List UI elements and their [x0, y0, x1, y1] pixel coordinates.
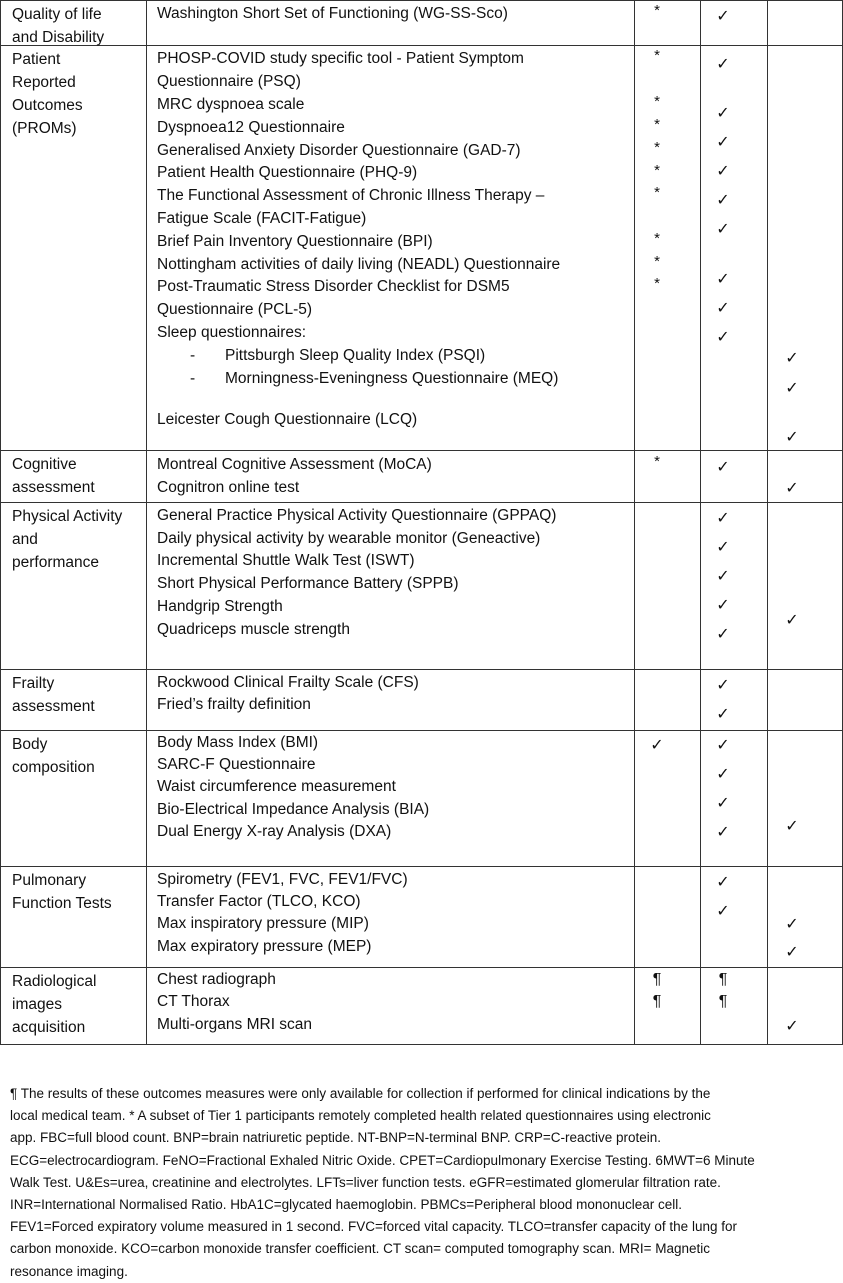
outcome-measure: Generalised Anxiety Disorder Questionnaire (GAD-7) [157, 142, 521, 159]
checkmark-icon: ✓ [785, 818, 799, 835]
column-divider [146, 967, 147, 1045]
checkmark-icon: ✓ [716, 56, 730, 73]
column-divider [0, 866, 1, 968]
outcome-measure: Transfer Factor (TLCO, KCO) [157, 893, 361, 910]
outcome-measure: Fatigue Scale (FACIT-Fatigue) [157, 210, 367, 227]
footnote-line: local medical team. * A subset of Tier 1 participants remotely completed health related questionnaires using electronic [10, 1108, 711, 1124]
table-row [0, 669, 843, 730]
category-label-line: assessment [12, 479, 95, 496]
pilcrow-mark: ¶ [718, 993, 728, 1010]
outcome-measure: Handgrip Strength [157, 598, 283, 615]
outcome-measure: Sleep questionnaires: [157, 324, 307, 341]
column-divider [634, 967, 635, 1045]
checkmark-icon: ✓ [716, 766, 730, 783]
column-divider [634, 502, 635, 670]
column-divider [0, 730, 1, 867]
checkmark-icon: ✓ [716, 329, 730, 346]
category-cell [12, 453, 142, 499]
checkmark-icon: ✓ [716, 163, 730, 180]
outcome-measure: Pittsburgh Sleep Quality Index (PSQI) [225, 347, 486, 364]
category-cell [12, 733, 142, 779]
column-divider [700, 450, 701, 503]
column-divider [634, 0, 635, 46]
list-bullet: - [190, 370, 196, 387]
checkmark-icon: ✓ [650, 737, 664, 754]
column-divider [0, 45, 1, 451]
column-divider [146, 502, 147, 670]
category-label-line: acquisition [12, 1019, 86, 1036]
column-divider [146, 450, 147, 503]
column-divider [146, 45, 147, 451]
column-divider [767, 0, 768, 46]
column-divider [146, 0, 147, 46]
category-cell [12, 672, 142, 718]
column-divider [700, 730, 701, 867]
column-divider [700, 502, 701, 670]
asterisk-mark: * [654, 47, 660, 64]
asterisk-mark: * [654, 116, 660, 133]
column-divider [767, 450, 768, 503]
outcome-measure: Incremental Shuttle Walk Test (ISWT) [157, 552, 415, 569]
checkmark-icon: ✓ [716, 824, 730, 841]
checkmark-icon: ✓ [785, 1018, 799, 1035]
table-row [0, 450, 843, 502]
category-cell [12, 505, 142, 574]
outcome-measure: PHOSP-COVID study specific tool - Patient Symptom [157, 50, 524, 67]
column-divider [767, 866, 768, 968]
table-footnote [10, 1083, 836, 1283]
checkmark-icon: ✓ [716, 105, 730, 122]
asterisk-mark: * [654, 253, 660, 270]
table-row [0, 866, 843, 967]
column-divider [0, 967, 1, 1045]
outcome-measure: SARC-F Questionnaire [157, 756, 316, 773]
checkmark-icon: ✓ [716, 795, 730, 812]
outcome-measure: Fried’s frailty definition [157, 696, 311, 713]
category-label-line: Patient [12, 51, 61, 68]
row-divider [0, 1044, 843, 1045]
category-label-line: and [12, 531, 38, 548]
checkmark-icon: ✓ [716, 134, 730, 151]
checkmark-icon: ✓ [716, 192, 730, 209]
category-cell [12, 869, 142, 915]
outcome-measure: Daily physical activity by wearable monitor (Geneactive) [157, 530, 541, 547]
checkmark-icon: ✓ [785, 429, 799, 446]
outcome-measure: Morningness-Eveningness Questionnaire (MEQ) [225, 370, 559, 387]
outcome-measure: Body Mass Index (BMI) [157, 734, 319, 751]
column-divider [0, 0, 1, 46]
category-label-line: Cognitive [12, 456, 77, 473]
outcome-measure: Washington Short Set of Functioning (WG-SS-Sco) [157, 5, 508, 22]
pilcrow-mark: ¶ [718, 971, 728, 988]
footnote-line: ECG=electrocardiogram. FeNO=Fractional Exhaled Nitric Oxide. CPET=Cardiopulmonary Exercise Testing. 6MWT=6 Minute [10, 1152, 755, 1168]
column-divider [700, 967, 701, 1045]
footnote-line: carbon monoxide. KCO=carbon monoxide transfer coefficient. CT scan= computed tomography scan. MRI= Magnetic [10, 1241, 710, 1257]
column-divider [700, 866, 701, 968]
outcome-measure: The Functional Assessment of Chronic Illness Therapy – [157, 187, 545, 204]
checkmark-icon: ✓ [716, 271, 730, 288]
column-divider [767, 502, 768, 670]
column-divider [146, 866, 147, 968]
asterisk-mark: * [654, 184, 660, 201]
outcome-measure: Quadriceps muscle strength [157, 621, 350, 638]
category-label-line: Quality of life [12, 6, 102, 23]
pilcrow-mark: ¶ [652, 993, 662, 1010]
checkmark-icon: ✓ [716, 677, 730, 694]
outcome-measure: Montreal Cognitive Assessment (MoCA) [157, 456, 432, 473]
table-row [0, 0, 843, 45]
table-row [0, 502, 843, 669]
column-divider [634, 450, 635, 503]
outcome-measure: Post-Traumatic Stress Disorder Checklist for DSM5 [157, 278, 510, 295]
column-divider [767, 669, 768, 731]
list-bullet: - [190, 347, 196, 364]
category-label-line: Physical Activity [12, 508, 123, 525]
column-divider [700, 45, 701, 451]
asterisk-mark: * [654, 2, 660, 19]
column-divider [767, 730, 768, 867]
outcome-measure: Multi-organs MRI scan [157, 1016, 313, 1033]
category-label-line: composition [12, 759, 95, 776]
checkmark-icon: ✓ [716, 459, 730, 476]
footnote-line: FEV1=Forced expiratory volume measured in 1 second. FVC=forced vital capacity. TLCO=transfer capacity of the lung for [10, 1219, 737, 1235]
footnote-line: resonance imaging. [10, 1263, 128, 1279]
category-label-line: Reported [12, 74, 76, 91]
table-row [0, 45, 843, 450]
column-divider [634, 669, 635, 731]
checkmark-icon: ✓ [785, 350, 799, 367]
category-cell [12, 48, 142, 140]
checkmark-icon: ✓ [785, 944, 799, 961]
column-divider [146, 730, 147, 867]
column-divider [700, 669, 701, 731]
asterisk-mark: * [654, 93, 660, 110]
category-label-line: and Disability [12, 29, 105, 46]
table-row [0, 967, 843, 1044]
column-divider [0, 502, 1, 670]
asterisk-mark: * [654, 139, 660, 156]
checkmark-icon: ✓ [716, 597, 730, 614]
checkmark-icon: ✓ [716, 706, 730, 723]
category-label-line: performance [12, 554, 100, 571]
column-divider [0, 450, 1, 503]
outcome-measure: Dual Energy X-ray Analysis (DXA) [157, 823, 392, 840]
category-label-line: Radiological [12, 973, 97, 990]
checkmark-icon: ✓ [716, 626, 730, 643]
category-label-line: images [12, 996, 62, 1013]
row-divider [0, 0, 843, 1]
checkmark-icon: ✓ [716, 510, 730, 527]
column-divider [634, 730, 635, 867]
table-row [0, 730, 843, 866]
column-divider [634, 866, 635, 968]
asterisk-mark: * [654, 162, 660, 179]
outcome-measure: Waist circumference measurement [157, 778, 396, 795]
outcome-measure: Cognitron online test [157, 479, 300, 496]
outcome-measure: Rockwood Clinical Frailty Scale (CFS) [157, 674, 419, 691]
checkmark-icon: ✓ [785, 380, 799, 397]
checkmark-icon: ✓ [716, 8, 730, 25]
outcome-measure: CT Thorax [157, 993, 230, 1010]
checkmark-icon: ✓ [716, 539, 730, 556]
column-divider [700, 0, 701, 46]
outcome-measure: Spirometry (FEV1, FVC, FEV1/FVC) [157, 871, 408, 888]
checkmark-icon: ✓ [785, 480, 799, 497]
outcome-measure: Patient Health Questionnaire (PHQ-9) [157, 164, 418, 181]
checkmark-icon: ✓ [785, 612, 799, 629]
outcome-measure: Nottingham activities of daily living (NEADL) Questionnaire [157, 256, 561, 273]
footnote-line: Walk Test. U&Es=urea, creatinine and electrolytes. LFTs=liver function tests. eGFR=estimated glomerular filtration rate. [10, 1174, 721, 1190]
asterisk-mark: * [654, 275, 660, 292]
category-label-line: assessment [12, 698, 95, 715]
footnote-line: INR=International Normalised Ratio. HbA1C=glycated haemoglobin. PBMCs=Peripheral blood mononuclear cell. [10, 1197, 682, 1213]
checkmark-icon: ✓ [716, 300, 730, 317]
outcome-measure: Dyspnoea12 Questionnaire [157, 119, 345, 136]
footnote-line: ¶ The results of these outcomes measures were only available for collection if performed for clinical indications by the [10, 1086, 711, 1101]
outcome-measure: Max inspiratory pressure (MIP) [157, 915, 369, 932]
pilcrow-mark: ¶ [652, 971, 662, 988]
outcome-measure: Max expiratory pressure (MEP) [157, 938, 372, 955]
outcome-measure: Questionnaire (PCL-5) [157, 301, 313, 318]
category-label-line: Pulmonary [12, 872, 87, 889]
outcome-measure: Bio-Electrical Impedance Analysis (BIA) [157, 801, 430, 818]
footnote-line: app. FBC=full blood count. BNP=brain natriuretic peptide. NT-BNP=N-terminal BNP. CRP=C-reactive protein. [10, 1130, 662, 1146]
asterisk-mark: * [654, 230, 660, 247]
checkmark-icon: ✓ [716, 737, 730, 754]
category-cell [12, 970, 142, 1039]
asterisk-mark: * [654, 453, 660, 470]
category-cell [12, 3, 142, 49]
checkmark-icon: ✓ [716, 874, 730, 891]
outcome-measure: Short Physical Performance Battery (SPPB) [157, 575, 459, 592]
checkmark-icon: ✓ [785, 916, 799, 933]
category-label-line: (PROMs) [12, 120, 77, 137]
checkmark-icon: ✓ [716, 568, 730, 585]
outcome-measure: Brief Pain Inventory Questionnaire (BPI) [157, 233, 433, 250]
category-label-line: Outcomes [12, 97, 83, 114]
category-label-line: Frailty [12, 675, 55, 692]
checkmark-icon: ✓ [716, 903, 730, 920]
column-divider [767, 45, 768, 451]
outcome-measure: Leicester Cough Questionnaire (LCQ) [157, 411, 418, 428]
outcome-measure: Chest radiograph [157, 971, 276, 988]
outcome-measure: MRC dyspnoea scale [157, 96, 305, 113]
column-divider [634, 45, 635, 451]
column-divider [146, 669, 147, 731]
outcome-measure: General Practice Physical Activity Questionnaire (GPPAQ) [157, 507, 557, 524]
outcome-measure: Questionnaire (PSQ) [157, 73, 301, 90]
category-label-line: Body [12, 736, 48, 753]
column-divider [0, 669, 1, 731]
checkmark-icon: ✓ [716, 221, 730, 238]
column-divider [767, 967, 768, 1045]
category-label-line: Function Tests [12, 895, 112, 912]
